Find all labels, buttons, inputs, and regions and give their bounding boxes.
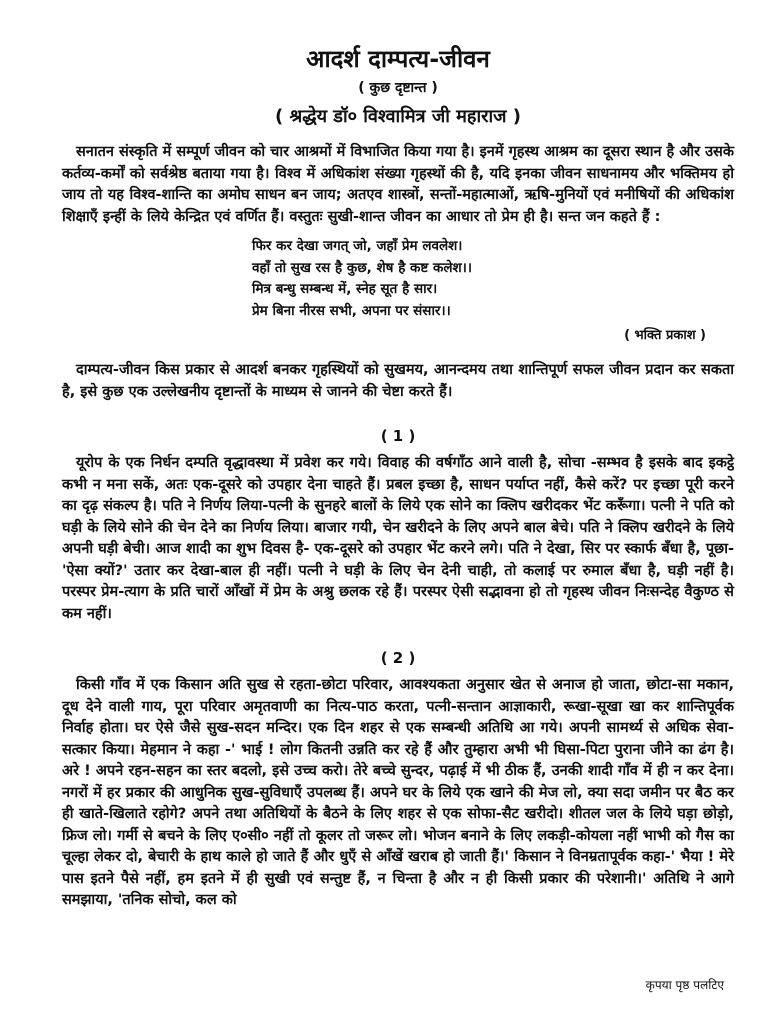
- intro-closing-paragraph: दाम्पत्य-जीवन किस प्रकार से आदर्श बनकर गृहस्थियों को सुखमय, आनन्दमय तथा शान्तिपूर्ण सफल जीवन प्रदान कर सकता है, इसे कुछ एक उल्लेखनीय दृष्टान्तों के माध्यम से जानने की चेष्टा करते हैं।: [62, 362, 734, 400]
- section-paragraph: किसी गाँव में एक किसान अति सुख से रहता-छोटा परिवार, आवश्यकता अनुसार खेत से अनाज हो जाता, छोटा-सा मकान, दूध देने वाली गाय, पूरा परिवार अमृतवाणी का नित्य-पाठ करता, पत्नी-सन्तान आज्ञाकारी, रूखा-सूखा खा कर शान्तिपूर्वक निर्वाह होता। घर ऐसे जैसे सुख-सदन मन्दिर। एक दिन शहर से एक सम्बन्धी अतिथि आ गये। अपनी सामर्थ्य से अधिक सेवा-सत्कार किया। मेहमान ने कहा -' भाई ! लोग कितनी उन्नति कर रहे हैं और तुम्हारा अभी भी घिसा-पिटा पुराना जीने का ढंग है। अरे ! अपने रहन-सहन का स्तर बदलो, इसे उच्च करो। तेरे बच्चे सुन्दर, पढ़ाई में भी ठीक हैं, उनकी शादी गाँव में ही न कर देना। नगरों में हर प्रकार की आधुनिक सुख-सुविधाएँ उपलब्ध हैं। अपने घर के लिये एक खाने की मेज लो, क्या सदा जमीन पर बैठ कर ही खाते-खिलाते रहोगे? अपने तथा अतिथियों के बैठने के लिए शहर से एक सोफा-सैट खरीदो। शीतल जल के लिये घड़ा छोड़ो, फ्रिज लो। गर्मी से बचने के लिए ए०सी० नहीं तो कूलर तो जरूर लो। भोजन बनाने के लिए लकड़ी-कोयला नहीं भाभी को गैस का चूल्हा लेकर दो, बेचारी के हाथ काले हो जाते हैं और धुएँ से आँखें खराब हो जाती हैं।' किसान ने विनम्रतापूर्वक कहा-' भैया ! मेरे पास इतने पैसे नहीं, हम इतने में ही सुखी एवं सन्तुष्ट हैं, न चिन्ता है और न ही किसी प्रकार की परेशानी।' अतिथि ने आगे समझाया, 'तनिक सोचो, कल को: [62, 677, 734, 908]
- verse-line: मित्र बन्धु सम्बन्ध में, स्नेह सूत है सार।: [252, 281, 438, 297]
- section-number: ( 1 ): [380, 427, 416, 445]
- section-number: ( 2 ): [380, 649, 416, 667]
- verse-line: वहाँ तो सुख रस है कुछ, शेष है कष्ट कलेश।।: [252, 259, 472, 276]
- author-line: ( श्रद्धेय डॉ० विश्वामित्र जी महाराज ): [274, 106, 521, 127]
- page-title: आदर्श दाम्पत्य-जीवन: [306, 45, 490, 73]
- verse-line: फिर कर देखा जगत् जो, जहाँ प्रेम लवलेश।: [252, 238, 463, 254]
- section-paragraph: यूरोप के एक निर्धन दम्पति वृद्धावस्था में प्रवेश कर गये। विवाह की वर्षगाँठ आने वाली है, सोचा -सम्भव है इसके बाद इकट्ठे कभी न मना सकें, अतः एक-दूसरे को उपहार देना चाहते हैं। प्रबल इच्छा है, साधन पर्याप्त नहीं, कैसे करें? पर इच्छा पूरी करने का दृढ़ संकल्प है। पति ने निर्णय लिया-पत्नी के सुनहरे बालों के लिये एक सोने का क्लिप खरीदकर भेंट करूँगा। पत्नी ने पति को घड़ी के लिये सोने की चेन देने का निर्णय लिया। बाजार गयी, चेन खरीदने के लिए अपने बाल बेचे। पति ने क्लिप खरीदने के लिये अपनी घड़ी बेची। आज शादी का शुभ दिवस है- एक-दूसरे को उपहार भेंट करने लगे। पति ने देखा, सिर पर स्कार्फ बँधा है, पूछा-'ऐसा क्यों?' उतार कर देखा-बाल ही नहीं। पत्नी ने घड़ी के लिए चेन देनी चाही, तो कलाई पर रुमाल बँधा है, घड़ी नहीं है। परस्पर प्रेम-त्याग के प्रति चारों आँखों में प्रेम के अश्रु छलक रहे हैं। परस्पर ऐसी सद्भावना हो तो गृहस्थ जीवन निःसन्देह वैकुण्ठ से कम नहीं।: [62, 455, 734, 622]
- page-subtitle: ( कुछ दृष्टान्त ): [358, 80, 438, 96]
- verse-line: प्रेम बिना नीरस सभी, अपना पर संसार।।: [252, 302, 451, 319]
- page-turn-note: कृपया पृष्ठ पलटिए: [645, 978, 724, 992]
- verse-source: ( भक्ति प्रकाश ): [624, 328, 706, 343]
- intro-paragraph: सनातन संस्कृति में सम्पूर्ण जीवन को चार आश्रमों में विभाजित किया गया है। इनमें गृहस्थ आश्रम का दूसरा स्थान है और उसके कर्तव्य-कर्मों को सर्वश्रेष्ठ बताया गया है। विश्व में अधिकांश संख्या गृहस्थों की है, यदि इनका जीवन साधनामय और भक्तिमय हो जाय तो यह विश्व-शान्ति का अमोघ साधन बन जाय; अतएव शास्त्रों, सन्तों-महात्माओं, ऋषि-मुनियों एवं मनीषियों की अधिकांश शिक्षाएँ इन्हीं के लिये केन्द्रित एवं वर्णित हैं। वस्तुतः सुखी-शान्त जीवन का आधार तो प्रेम ही है। सन्त जन कहते हैं :: [62, 144, 734, 225]
- verse-block: [252, 236, 734, 322]
